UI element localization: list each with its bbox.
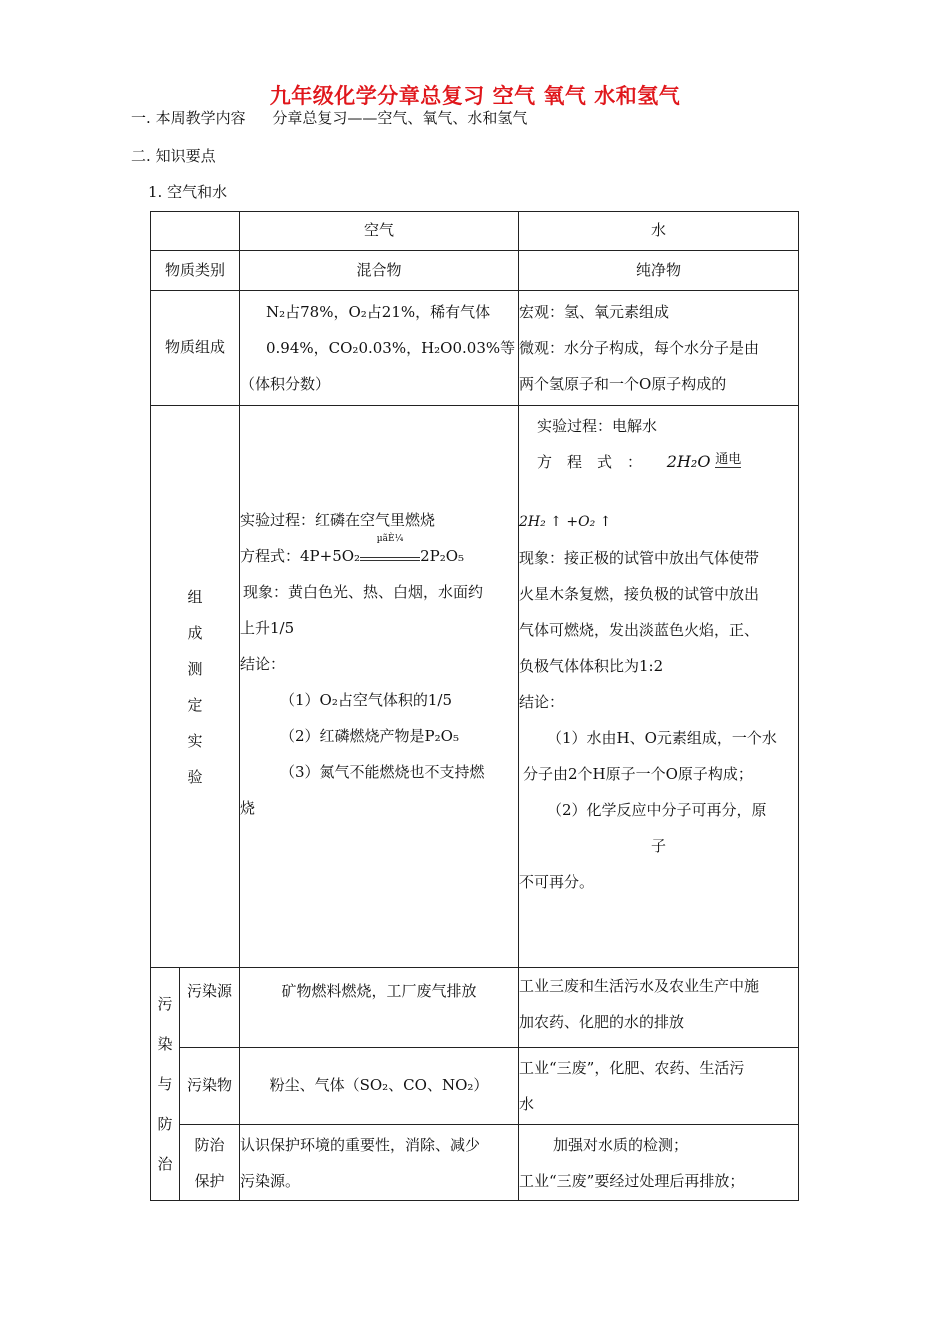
row-label-composition: 物质组成 [151, 291, 240, 406]
section-content: 分章总复习——空气、氧气、水和氢气 [272, 109, 528, 127]
water-exp-line: 实验过程：电解水 [537, 417, 658, 435]
header-water: 水 [519, 212, 799, 251]
section-line-1 [131, 107, 527, 128]
air-water-table [150, 211, 799, 1201]
water-exp-line: 分子由2个H原子一个O原子构成； [523, 765, 753, 783]
label-char: 测 [187, 659, 203, 678]
label-char: 染 [157, 1035, 173, 1053]
row-label-pollutant: 污染物 [180, 1048, 240, 1125]
water-exp-line: 负极气体体积比为1:2 [519, 657, 664, 675]
equation-reactants: 方程式：4P+5O₂ [240, 547, 361, 565]
air-exp-line: 现象：黄白色光、热、白烟，水面约 [243, 583, 484, 601]
label-char: 成 [187, 623, 203, 642]
label-char: 组 [187, 587, 203, 606]
air-exp-line: 实验过程：红磷在空气里燃烧 [240, 511, 436, 529]
section-label: 本周教学内容 [155, 109, 246, 127]
water-exp-line: 结论： [519, 693, 565, 711]
water-pollutant-line: 水 [519, 1095, 535, 1113]
equation-arrow [360, 534, 420, 561]
air-exp-line: 烧 [240, 799, 256, 817]
air-source: 矿物燃料燃烧，工厂废气排放 [240, 968, 519, 1048]
row-label-source: 污染源 [180, 968, 240, 1048]
water-pollutant [519, 1048, 799, 1125]
air-comp-line: （体积分数） [240, 375, 331, 393]
label-char: 防 [157, 1115, 173, 1133]
air-exp-line: 上升1/5 [240, 619, 295, 637]
water-comp-line: 宏观：氢、氧元素组成 [519, 303, 670, 321]
equation-condition: µãÈ¼ [376, 534, 404, 544]
table-row-pollutant [151, 1048, 799, 1125]
water-exp-line: （2）化学反应中分子可再分，原 [547, 801, 767, 819]
water-source-line: 加农药、化肥的水的排放 [519, 1013, 685, 1031]
water-composition [519, 291, 799, 406]
air-experiment [240, 406, 519, 968]
label-char: 治 [157, 1155, 173, 1173]
air-exp-line: 结论： [240, 655, 286, 673]
equation-label: 方 程 式 ： [537, 453, 643, 471]
label-char: 污 [157, 995, 173, 1013]
water-prevention-line: 工业“三废”要经过处理后再排放； [519, 1171, 745, 1190]
header-air: 空气 [240, 212, 519, 251]
water-comp-line: 两个氢原子和一个O原子构成的 [519, 375, 727, 393]
section-number: 一. [131, 109, 151, 127]
equation-condition: 通电 [715, 452, 742, 467]
air-exp-line: （1）O₂占空气体积的1/5 [280, 691, 452, 709]
water-equation [519, 444, 798, 504]
water-exp-line: 气体可燃烧，发出淡蓝色火焰，正、 [519, 621, 760, 639]
water-exp-line: 火星木条复燃，接负极的试管中放出 [519, 585, 760, 603]
water-source [519, 968, 799, 1048]
water-exp-line: 不可再分。 [519, 873, 595, 891]
air-prevention-line: 污染源。 [240, 1171, 301, 1190]
water-experiment [519, 406, 799, 968]
water-type: 纯净物 [519, 251, 799, 291]
water-equation-products: 2H₂ ↑ +O₂ ↑ [519, 514, 612, 530]
section-label: 空气和水 [167, 183, 228, 201]
row-group-pollution [151, 968, 180, 1201]
row-label-experiment [151, 406, 240, 968]
row-label-type: 物质类别 [151, 251, 240, 291]
table-row-experiment [151, 406, 799, 968]
air-pollutant: 粉尘、气体（SO₂、CO、NO₂） [240, 1048, 519, 1125]
air-prevention-line: 认识保护环境的重要性，消除、减少 [240, 1135, 481, 1154]
label-char: 与 [157, 1075, 173, 1093]
air-equation [240, 534, 518, 574]
equation-product: 2P₂O₅ [420, 547, 465, 565]
label-char: 验 [187, 767, 203, 786]
air-composition [240, 291, 519, 406]
equation-reactants: 2H₂O [666, 452, 711, 471]
section-number: 1. [148, 183, 163, 201]
air-comp-line: N₂占78%，O₂占21%，稀有气体 [266, 303, 491, 321]
page-title: 九年级化学分章总复习 空气 氧气 水和氢气 [269, 83, 681, 108]
water-prevention-line: 加强对水质的检测； [553, 1135, 689, 1154]
air-exp-line: （2）红磷燃烧产物是P₂O₅ [280, 727, 459, 745]
corner-cell [151, 212, 240, 251]
section-line-2 [131, 145, 216, 166]
air-type: 混合物 [240, 251, 519, 291]
air-prevention [240, 1125, 519, 1201]
label-line: 保护 [194, 1171, 225, 1190]
section-number: 二. [131, 147, 151, 165]
air-exp-line: （3）氮气不能燃烧也不支持燃 [280, 763, 485, 781]
water-exp-line: 现象：接正极的试管中放出气体使带 [519, 549, 760, 567]
table-row-composition [151, 291, 799, 406]
air-comp-line: 0.94%，CO₂0.03%，H₂O0.03%等 [266, 339, 516, 357]
label-line: 防治 [194, 1135, 225, 1154]
water-exp-line: 子 [650, 837, 666, 855]
water-comp-line: 微观：水分子构成，每个水分子是由 [519, 339, 760, 357]
table-row-pollution-source [151, 968, 799, 1048]
section-label: 知识要点 [155, 147, 216, 165]
section-line-3 [148, 181, 227, 202]
water-pollutant-line: 工业“三废”，化肥、农药、生活污 [519, 1059, 745, 1077]
water-source-line: 工业三废和生活污水及农业生产中施 [519, 977, 760, 995]
table-row-prevention [151, 1125, 799, 1201]
table-row-type [151, 251, 799, 291]
row-label-prevention [180, 1125, 240, 1201]
label-char: 实 [187, 731, 203, 750]
water-prevention [519, 1125, 799, 1201]
label-char: 定 [187, 695, 203, 714]
water-exp-line: （1）水由H、O元素组成，一个水 [547, 729, 777, 747]
table-row-header [151, 212, 799, 251]
